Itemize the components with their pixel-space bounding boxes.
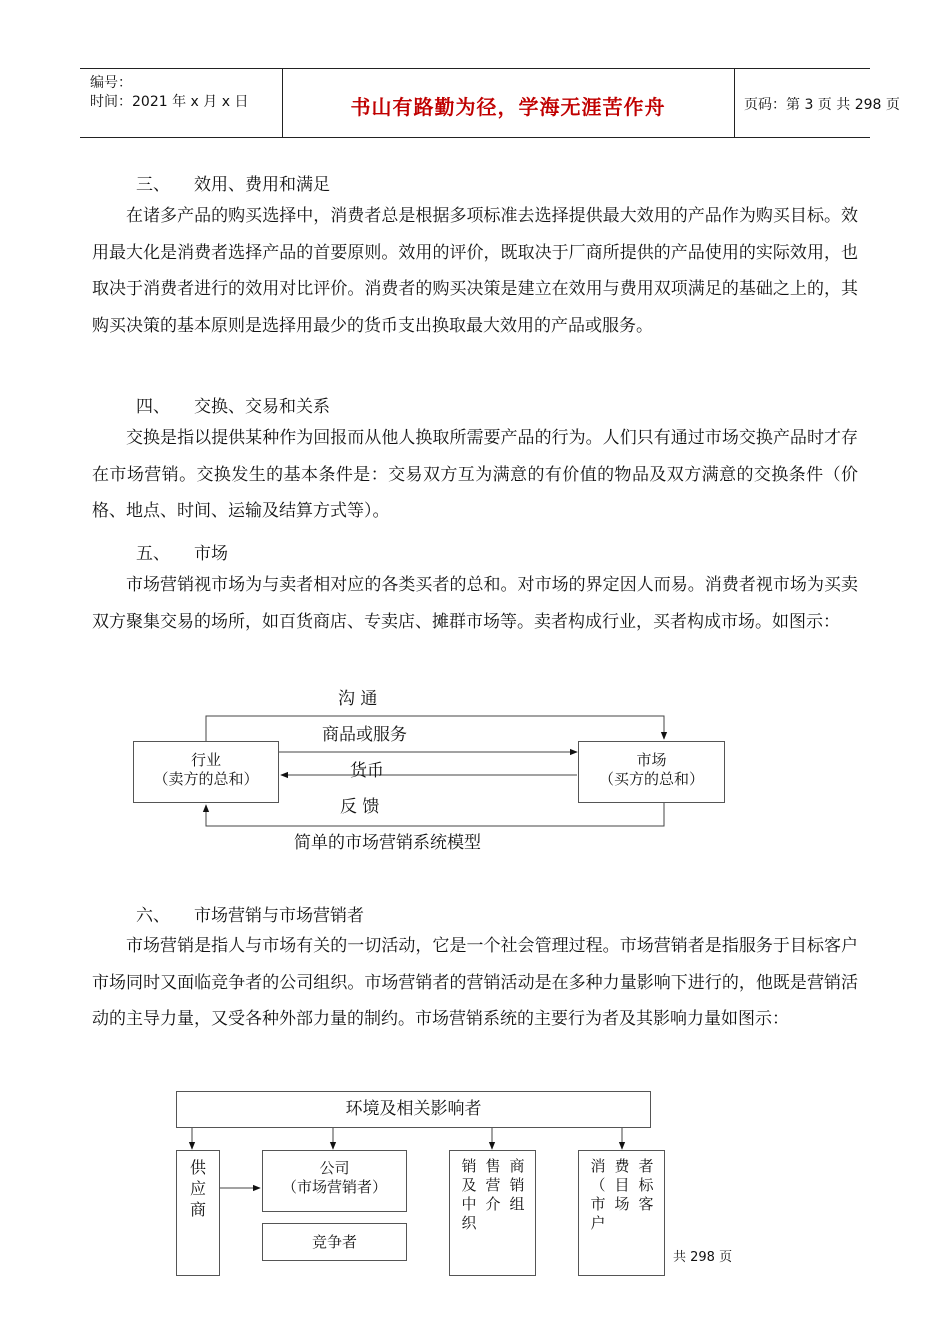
label-char: 标 <box>638 1176 654 1194</box>
label-char: 费 <box>614 1157 630 1175</box>
label-char: 售 <box>485 1157 501 1175</box>
header-motto: 书山有路勤为径，学海无涯苦作舟 <box>350 95 666 119</box>
label-char: 户 <box>590 1214 606 1232</box>
section-paragraph-4: 交换是指以提供某种作为回报而从他人换取所需要产品的行为。人们只有通过市场交换产品时才存在市场营销。交换发生的基本条件是：交易双方互为满意的有价值的物品及双方满意的交换条件（价格、地点、时间、运输及结算方式等）。 <box>92 428 858 522</box>
label-char: 销 <box>461 1157 477 1175</box>
section-paragraph-3: 在诸多产品的购买选择中，消费者总是根据多项标准去选择提供最大效用的产品作为购买目标。效用最大化是消费者选择产品的首要原则。效用的评价，既取决于厂商所提供的产品使用的实际效用，也取决于消费者进行的效用对比评价。消费者的购买决策是建立在效用与费用双项满足的基础之上的，其购买决策的基本原则是选择用最少的货币支出换取最大效用的产品或服务。 <box>92 206 858 336</box>
diagram-label-goods: 商品或服务 <box>322 725 407 745</box>
supplier-char: 应 <box>189 1179 206 1198</box>
competitor-label: 竞争者 <box>311 1233 357 1251</box>
label-char: 中 <box>461 1195 477 1213</box>
company-sublabel: （市场营销者） <box>281 1178 387 1196</box>
intermediary-label <box>457 1157 529 1233</box>
label-char: （ <box>590 1176 606 1194</box>
consumer-col <box>586 1157 610 1233</box>
intermediary-col <box>481 1157 505 1233</box>
diagram-label-money: 货币 <box>350 761 384 781</box>
diagram-label-communication: 沟 通 <box>338 689 378 709</box>
label-char: 客 <box>638 1195 654 1213</box>
section-number: 五、 <box>136 544 170 564</box>
consumer-col <box>610 1157 634 1233</box>
company-label: 公司 <box>319 1159 350 1177</box>
consumer-box <box>578 1150 665 1276</box>
label-char: 织 <box>461 1214 477 1232</box>
environment-label: 环境及相关影响者 <box>345 1099 482 1119</box>
label-char: 目 <box>614 1176 630 1194</box>
label-char: 场 <box>614 1195 630 1213</box>
intermediary-col <box>505 1157 529 1233</box>
section-title: 交换、交易和关系 <box>194 397 330 417</box>
supplier-char: 供 <box>189 1158 206 1177</box>
label-char: 营 <box>485 1176 501 1194</box>
company-box <box>262 1150 407 1212</box>
diagram-label-feedback: 反 馈 <box>340 797 380 817</box>
header-page-info: 页码：第 3 页 共 298 页 <box>744 97 900 113</box>
intermediary-box <box>449 1150 536 1276</box>
section-paragraph-6: 市场营销是指人与市场有关的一切活动，它是一个社会管理过程。市场营销者是指服务于目标客户市场同时又面临竞争者的公司组织。市场营销者的营销活动是在多种力量影响下进行的，他既是营销活动的主导力量，又受各种外部力量的制约。市场营销系统的主要行为者及其影响力量如图示： <box>92 936 858 1030</box>
section-title: 效用、费用和满足 <box>194 175 330 195</box>
section-paragraph-5: 市场营销视市场为与卖者相对应的各类买者的总和。对市场的界定因人而易。消费者视市场为买卖双方聚集交易的场所，如百货商店、专卖店、摊群市场等。卖者构成行业，买者构成市场。如图示： <box>92 575 858 632</box>
section-title: 市场营销与市场营销者 <box>194 906 364 926</box>
market-label: 市场 <box>636 751 667 769</box>
consumer-col <box>634 1157 658 1233</box>
supplier-label <box>177 1157 219 1220</box>
intermediary-col <box>457 1157 481 1233</box>
doc-number-label: 编号： <box>90 75 132 91</box>
supplier-char: 商 <box>189 1200 206 1219</box>
section-number: 四、 <box>136 397 170 417</box>
label-char: 及 <box>461 1176 477 1194</box>
label-char: 商 <box>509 1157 525 1175</box>
doc-date-label: 时间：2021 年 x 月 x 日 <box>90 94 249 110</box>
section-number: 六、 <box>136 906 170 926</box>
consumer-label <box>586 1157 658 1233</box>
label-char: 消 <box>590 1157 606 1175</box>
footer-page-count: 共 298 页 <box>673 1250 733 1265</box>
market-sublabel: （买方的总和） <box>598 770 704 788</box>
label-char: 者 <box>638 1157 654 1175</box>
competitor-box <box>262 1223 407 1261</box>
section-title: 市场 <box>194 544 228 564</box>
label-char: 组 <box>509 1195 525 1213</box>
industry-label: 行业 <box>190 751 221 769</box>
label-char: 介 <box>485 1195 501 1213</box>
label-char: 市 <box>590 1195 606 1213</box>
label-char: 销 <box>509 1176 525 1194</box>
section-number: 三、 <box>136 175 170 195</box>
industry-sublabel: （卖方的总和） <box>153 770 259 788</box>
diagram-caption: 简单的市场营销系统模型 <box>294 833 481 853</box>
environment-box <box>176 1091 651 1128</box>
supplier-box <box>176 1150 220 1276</box>
